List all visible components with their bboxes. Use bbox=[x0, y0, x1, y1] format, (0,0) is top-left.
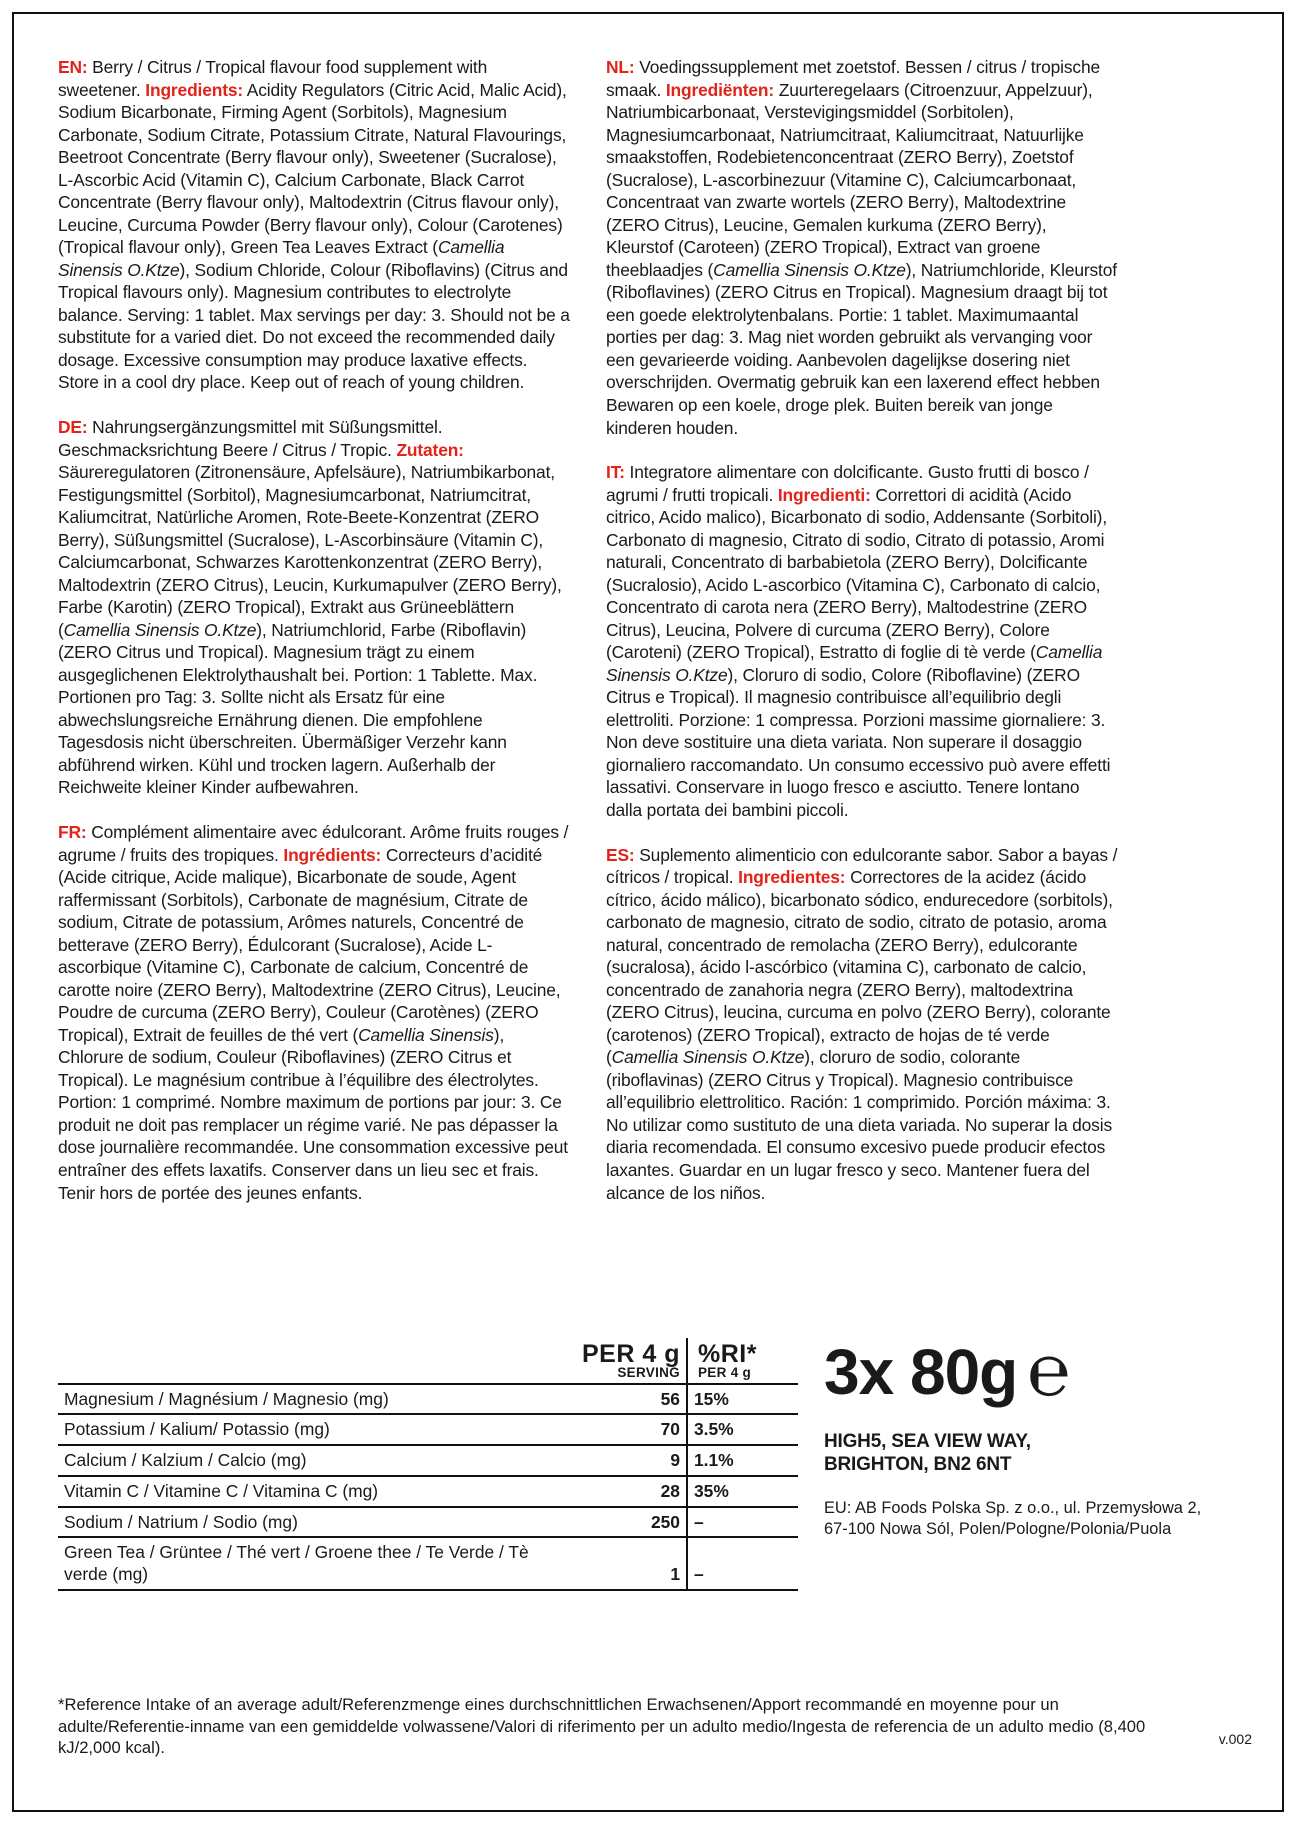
nutrient-name: Vitamin C / Vitamine C / Vitamina C (mg) bbox=[58, 1476, 567, 1507]
language-sections bbox=[58, 56, 1238, 1226]
nutrition-table-wrapper bbox=[58, 1338, 798, 1591]
ingredients-body2-nl: ), Natriumchloride, Kleurstof (Riboflavines) (ZERO Citrus en Tropical). Magnesium draagt bij tot een goede elektrolytenbalans. Portie: 1 tablet. Maximumaantal porties per dag: 3. Mag niet worden gebruikt als vervanging voor een gevarieerde voiding. Aanbevolen dagelijkse dosering niet overschrijden. Overmatig gebruik kan een laxerend effect hebben Bewaren op een koele, droge plek. Buiten bereik van jonge kinderen houden. bbox=[606, 259, 1117, 438]
lead-text-nl: Voedingssupplement met zoetstof. Bessen / citrus / tropische smaak. bbox=[606, 57, 1101, 100]
latin-name-de: Camellia Sinensis O.Ktze bbox=[63, 619, 257, 640]
language-code-fr: FR: bbox=[58, 822, 87, 842]
nutrition-area bbox=[58, 1331, 1238, 1591]
ingredients-label-it: Ingredienti: bbox=[777, 484, 871, 505]
nutrition-table bbox=[58, 1338, 798, 1591]
table-row bbox=[58, 1537, 798, 1590]
nutrient-ri: 35% bbox=[687, 1476, 798, 1507]
brand-info bbox=[798, 1331, 1238, 1539]
lead-text-fr: Complément alimentaire avec édulcorant. Arôme fruits rouges / agrume / fruits des tropiques. bbox=[58, 822, 569, 865]
nutrient-ri: – bbox=[687, 1507, 798, 1538]
eu-address-line-2: 67-100 Nowa Sól, Polen/Pologne/Polonia/Puola bbox=[824, 1519, 1172, 1538]
language-code-es: ES: bbox=[606, 844, 635, 865]
eu-importer-address bbox=[824, 1498, 1238, 1539]
table-row bbox=[58, 1384, 798, 1415]
nutrient-value: 70 bbox=[567, 1414, 687, 1445]
address-line-1: HIGH5, SEA VIEW WAY, bbox=[824, 1431, 1031, 1452]
nutrient-name: Calcium / Kalzium / Calcio (mg) bbox=[58, 1445, 567, 1476]
table-row bbox=[58, 1414, 798, 1445]
language-block-nl bbox=[606, 56, 1118, 439]
nutrition-header-blank bbox=[58, 1338, 567, 1384]
lead-text-it: Integratore alimentare con dolcificante. Gusto frutti di bosco / agrumi / frutti tropicali. bbox=[606, 462, 1089, 505]
table-row bbox=[58, 1445, 798, 1476]
nutrient-ri: 1.1% bbox=[687, 1445, 798, 1476]
latin-name-it: Camellia Sinensis O.Ktze bbox=[606, 642, 1103, 685]
eu-address-line-1: EU: AB Foods Polska Sp. z o.o., ul. Przemysłowa 2, bbox=[824, 1499, 1202, 1518]
table-row bbox=[58, 1476, 798, 1507]
language-block-it bbox=[606, 461, 1118, 822]
ingredients-label-de: Zutaten: bbox=[396, 439, 464, 460]
nutrient-name: Potassium / Kalium/ Potassio (mg) bbox=[58, 1414, 567, 1445]
language-code-it: IT: bbox=[606, 462, 625, 483]
ingredients-body-es: Correctores de la acidez (ácido cítrico, ácido málico), bicarbonato sódico, endurecedore (sorbitols), carbonato de magnesio, citrato de sodio, citrato de potasio, aroma natural, concentrado de remolacha (ZERO Berry), edulcorante (sucralosa), ácido l-ascórbico (vitamina C), carbonato de calcio, concentrado de zanahoria negra (ZERO Berry), maltodextrina (ZERO Citrus), leucina, curcuma en polvo (ZERO Berry), colorante (carotenos) (ZERO Tropical), extracto de hojas de té verde ( bbox=[606, 867, 1113, 1068]
language-code-en: EN: bbox=[58, 57, 88, 77]
ingredients-body-fr: Correcteurs d’acidité (Acide citrique, Acide malique), Bicarbonate de soude, Agent raffermissant (Sorbitols), Carbonate de magnésium, Citrate de sodium, Citrate de potassium, Arômes naturels, Concentré de betterave (ZERO Berry), Édulcorant (Sucralose), Acide L-ascorbique (Vitamine C), Carbonate de calcium, Concentré de carotte noire (ZERO Berry), Maltodextrine (ZERO Citrus), Leucine, Poudre de curcuma (ZERO Berry), Couleur (Carotènes) (ZERO Tropical), Extrait de feuilles de thé vert ( bbox=[58, 844, 561, 1045]
estimated-sign-icon: ℮ bbox=[1027, 1331, 1070, 1412]
nutrition-header-per-serving-main: PER 4 g bbox=[582, 1340, 680, 1368]
ingredients-body2-es: ), cloruro de sodio, colorante (riboflavinas) (ZERO Citrus y Tropical). Magnesio contribuisce all’equilibrio elettrolitico. Ración: 1 comprimido. Porción máxima: 3. No utilizar como sustituto de una dieta variada. No superar la dosis diaria recomendada. El consumo excesivo puede producir efectos laxantes. Guardar en un lugar fresco y seco. Mantener fuera del alcance de los niños. bbox=[606, 1047, 1112, 1203]
language-block-en bbox=[58, 56, 570, 394]
language-code-nl: NL: bbox=[606, 57, 635, 77]
ingredients-label-es: Ingredientes: bbox=[738, 867, 846, 888]
ingredients-body-en: Acidity Regulators (Citric Acid, Malic Acid), Sodium Bicarbonate, Firming Agent (Sorbitols), Magnesium Carbonate, Sodium Citrate, Potassium Citrate, Natural Flavourings, Beetroot Concentrate (Berry flavour only), Sweetener (Sucralose), L-Ascorbic Acid (Vitamin C), Calcium Carbonate, Black Carrot Concentrate (Berry flavour only), Maltodextrin (Citrus flavour only), Leucine, Curcuma Powder (Berry flavour only), Colour (Carotenes) (Tropical flavour only), Green Tea Leaves Extract ( bbox=[58, 79, 567, 258]
ingredients-body2-fr: ), Chlorure de sodium, Couleur (Riboflavines) (ZERO Citrus et Tropical). Le magnésium contribue à l’équilibre des électrolytes. Portion: 1 comprimé. Nombre maximum de portions par jour: 3. Ce produit ne doit pas remplacer un régime varié. Ne pas dépasser la dose journalière recommandée. Une consommation excessive peut entraîner des effets laxatifs. Conserver dans un lieu sec et frais. Tenir hors de portée des jeunes enfants. bbox=[58, 1024, 568, 1203]
nutrient-value: 1 bbox=[567, 1537, 687, 1590]
nutrient-name: Sodium / Natrium / Sodio (mg) bbox=[58, 1507, 567, 1538]
nutrient-value: 56 bbox=[567, 1384, 687, 1415]
table-row bbox=[58, 1507, 798, 1538]
latin-name-fr: Camellia Sinensis bbox=[358, 1024, 494, 1045]
ingredients-body2-de: ), Natriumchlorid, Farbe (Riboflavin) (ZERO Citrus und Tropical). Magnesium trägt zu einem ausgeglichenen Elektrolythaushalt bei. Portion: 1 Tablette. Max. Portionen pro Tag: 3. Sollte nicht als Ersatz für eine abwechslungsreiche Ernährung dienen. Die empfohlene Tagesdosis nicht überschreiten. Übermäßiger Verzehr kann abführend wirken. Kühl und trocken lagern. Außerhalb der Reichweite kleiner Kinder aufbewahren. bbox=[58, 619, 538, 798]
nutrition-header-ri-sub: PER 4 g bbox=[697, 1365, 752, 1380]
nutrition-header-ri bbox=[687, 1338, 798, 1384]
pack-size-line bbox=[824, 1331, 1238, 1412]
language-block-es bbox=[606, 844, 1118, 1205]
nutrient-name: Magnesium / Magnésium / Magnesio (mg) bbox=[58, 1384, 567, 1415]
nutrient-name: Green Tea / Grüntee / Thé vert / Groene thee / Te Verde / Tè verde (mg) bbox=[58, 1537, 567, 1590]
address-line-2: BRIGHTON, BN2 6NT bbox=[824, 1454, 1012, 1476]
ingredients-body-de: Säureregulatoren (Zitronensäure, Apfelsäure), Natriumbikarbonat, Festigungsmittel (Sorbitol), Magnesiumcarbonat, Natriumcitrat, Kaliumcitrat, Natürliche Aromen, Rote-Beete-Konzentrat (ZERO Berry), Süßungsmittel (Sucralose), L-Ascorbinsäure (Vitamin C), Calciumcarbonat, Schwarzes Karottenkonzentrat (ZERO Berry), Maltodextrin (ZERO Citrus), Leucin, Kurkumapulver (ZERO Berry), Farbe (Karotin) (ZERO Tropical), Extrakt aus Grüneeblättern ( bbox=[58, 462, 562, 640]
ingredients-body2-en: ), Sodium Chloride, Colour (Riboflavins) (Citrus and Tropical flavours only). Magnesium contributes to electrolyte balance. Serving: 1 tablet. Max servings per day: 3. Should not be a substitute for a varied diet. Do not exceed the recommended daily dosage. Excessive consumption may produce laxative effects. Store in a cool dry place. Keep out of reach of young children. bbox=[58, 259, 570, 393]
ingredients-body2-it: ), Cloruro di sodio, Colore (Riboflavine) (ZERO Citrus e Tropical). Il magnesio contribuisce all’equilibrio degli elettroliti. Porzione: 1 compressa. Porzioni massime giornaliere: 3. Non deve sostituire una dieta variata. Non superare il dosaggio giornaliero raccomandato. Un consumo eccessivo può avere effetti lassativi. Conservare in luogo fresco e asciutto. Tenere lontano dalla portata dei bambini piccoli. bbox=[606, 664, 1111, 820]
latin-name-nl: Camellia Sinensis O.Ktze bbox=[713, 259, 906, 280]
version-label: v.002 bbox=[1218, 1731, 1252, 1747]
nutrient-ri: 15% bbox=[687, 1384, 798, 1415]
ingredients-label-fr: Ingrédients: bbox=[283, 844, 382, 865]
ingredients-body-it: Correttori di acidità (Acido citrico, Acido malico), Bicarbonato di sodio, Addensante (Sorbitoli), Carbonato di magnesio, Citrato di sodio, Citrato di potassio, Aromi naturali, Concentrato di barbabietola (ZERO Berry), Dolcificante (Sucralosio), Acido L-ascorbico (Vitamina C), Carbonato di calcio, Concentrato di carota nera (ZERO Berry), Maltodestrine (ZERO Citrus), Leucina, Polvere di curcuma (ZERO Berry), Colore (Caroteni) (ZERO Tropical), Estratto di foglie di tè verde ( bbox=[606, 484, 1108, 663]
right-column bbox=[606, 56, 1118, 1226]
ingredients-label-en: Ingredients: bbox=[145, 79, 244, 100]
pack-size: 3x 80g bbox=[824, 1336, 1018, 1408]
nutrient-ri: – bbox=[687, 1537, 798, 1590]
ingredients-label-nl: Ingrediënten: bbox=[665, 79, 775, 100]
lead-text-de: Nahrungsergänzungsmittel mit Süßungsmittel. Geschmacksrichtung Beere / Citrus / Tropic. bbox=[58, 416, 443, 460]
language-code-de: DE: bbox=[58, 416, 88, 437]
nutrient-value: 9 bbox=[567, 1445, 687, 1476]
left-column bbox=[58, 56, 570, 1226]
language-block-fr bbox=[58, 821, 570, 1204]
reference-intake-footnote: *Reference Intake of an average adult/Referenzmenge eines durchschnittlichen Erwachsenen/Apport recommandé en moyenne pour un adulte/Referentie-inname van een gemiddelde volwassene/Valori di riferimento per un adulto medio/Ingesta de referencia de un adulto medio (8,400 kJ/2,000 kcal). bbox=[58, 1695, 1146, 1758]
lead-text-en: Berry / Citrus / Tropical flavour food supplement with sweetener. bbox=[58, 57, 488, 100]
latin-name-es: Camellia Sinensis O.Ktze bbox=[611, 1047, 805, 1068]
ingredients-body-nl: Zuurteregelaars (Citroenzuur, Appelzuur), Natriumbicarbonaat, Verstevigingsmiddel (Sorbitolen), Magnesiumcarbonaat, Natriumcitraat, Kaliumcitraat, Natuurlijke smaakstoffen, Rodebietenconcentraat (ZERO Berry), Zoetstof (Sucralose), L-ascorbinezuur (Vitamine C), Calciumcarbonaat, Concentraat van zwarte wortels (ZERO Berry), Maltodextrine (ZERO Citrus), Leucine, Gemalen kurkuma (ZERO Berry), Kleurstof (Caroteen) (ZERO Tropical), Extract van groene theeblaadjes ( bbox=[606, 79, 1093, 280]
nutrient-value: 250 bbox=[567, 1507, 687, 1538]
nutrition-header-per-serving bbox=[567, 1338, 687, 1384]
language-block-de bbox=[58, 416, 570, 799]
latin-name-en: Camellia Sinensis O.Ktze bbox=[58, 237, 505, 280]
lead-text-es: Suplemento alimenticio con edulcorante sabor. Sabor a bayas / cítricos / tropical. bbox=[606, 844, 1118, 888]
nutrition-header-ri-main: %RI* bbox=[697, 1340, 757, 1368]
manufacturer-address bbox=[824, 1430, 1238, 1476]
nutrition-header-per-serving-sub: SERVING bbox=[617, 1365, 680, 1380]
nutrient-value: 28 bbox=[567, 1476, 687, 1507]
nutrient-ri: 3.5% bbox=[687, 1414, 798, 1445]
